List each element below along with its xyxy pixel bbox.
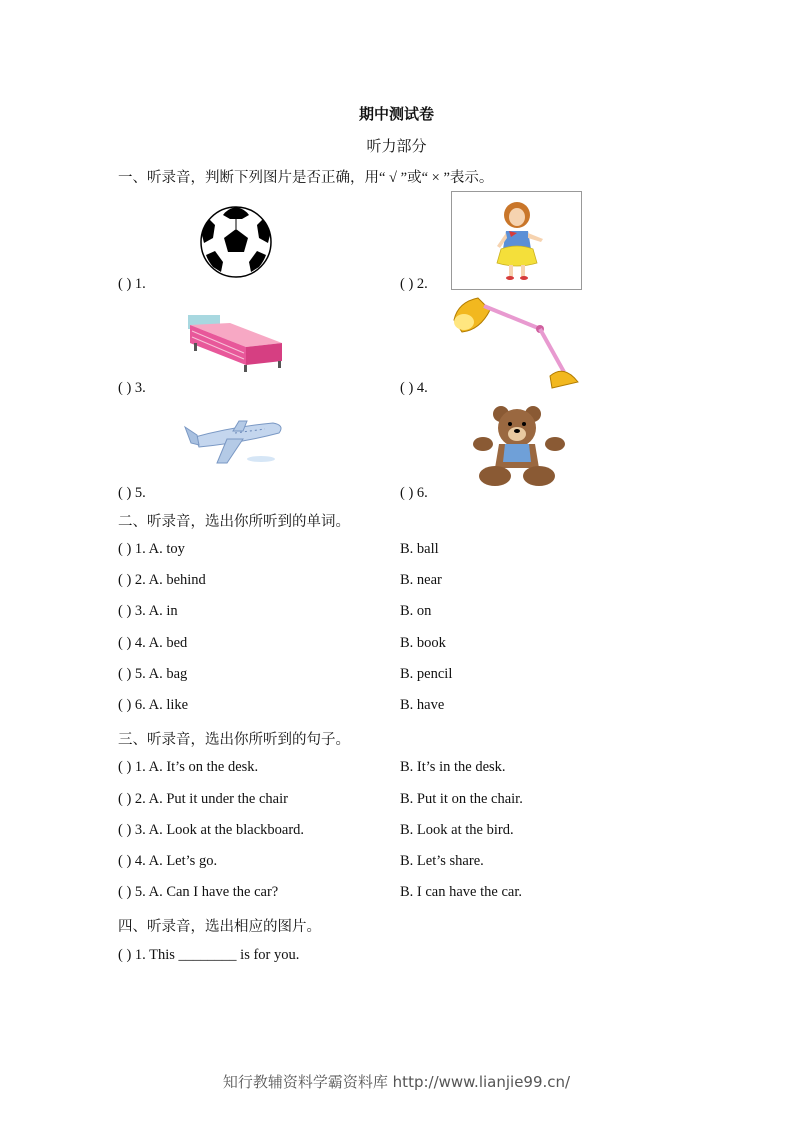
sentence-option-b-5: B. I can have the car. [400, 884, 522, 900]
section2-heading: 二、听录音，选出你所听到的单词。 [118, 514, 350, 530]
airplane-picture [181, 413, 285, 467]
footer-watermark: 知行教辅资料学霸资料库 http://www.lianjie99.cn/ [222, 1073, 571, 1091]
soccer-ball-picture [199, 205, 273, 279]
sentence-question-3: ( ) 3. A. Look at the blackboard. [118, 822, 305, 838]
section1-heading: 一、听录音，判断下列图片是否正确，用“ √ ”或“ × ”表示。 [118, 170, 494, 186]
word-question-2: ( ) 2. A. behind [118, 572, 206, 588]
teddy-bear-picture [471, 404, 569, 488]
desk-lamp-picture [450, 292, 582, 394]
page-title: 期中测试卷 [358, 107, 434, 123]
word-option-b-6: B. have [400, 697, 445, 713]
picture-item-6: ( ) 6. [400, 485, 428, 501]
word-option-b-5: B. pencil [400, 666, 453, 682]
sentence-option-b-2: B. Put it on the chair. [400, 791, 523, 807]
sentence-option-b-1: B. It’s in the desk. [400, 759, 506, 775]
word-option-b-1: B. ball [400, 541, 439, 557]
picture-item-3: ( ) 3. [118, 380, 146, 396]
word-question-5: ( ) 5. A. bag [118, 666, 188, 682]
girl-doll-picture [451, 191, 582, 290]
picture-item-2: ( ) 2. [400, 276, 428, 292]
sentence-option-b-4: B. Let’s share. [400, 853, 484, 869]
word-option-b-3: B. on [400, 603, 432, 619]
word-option-b-4: B. book [400, 635, 446, 651]
picture-item-5: ( ) 5. [118, 485, 146, 501]
picture-item-4: ( ) 4. [400, 380, 428, 396]
page-subtitle: 听力部分 [366, 139, 427, 155]
section4-heading: 四、听录音，选出相应的图片。 [118, 919, 321, 935]
sentence-question-2: ( ) 2. A. Put it under the chair [118, 791, 288, 807]
sentence-question-5: ( ) 5. A. Can I have the car? [118, 884, 279, 900]
word-option-b-2: B. near [400, 572, 442, 588]
picture-item-1: ( ) 1. [118, 276, 146, 292]
word-question-6: ( ) 6. A. like [118, 697, 189, 713]
picture-choice-question-1: ( ) 1. This ________ is for you. [118, 947, 300, 963]
section3-heading: 三、听录音，选出你所听到的句子。 [118, 732, 350, 748]
sentence-option-b-3: B. Look at the bird. [400, 822, 514, 838]
word-question-1: ( ) 1. A. toy [118, 541, 185, 557]
sentence-question-1: ( ) 1. A. It’s on the desk. [118, 759, 259, 775]
word-question-4: ( ) 4. A. bed [118, 635, 188, 651]
sentence-question-4: ( ) 4. A. Let’s go. [118, 853, 218, 869]
word-question-3: ( ) 3. A. in [118, 603, 178, 619]
bed-picture [186, 313, 284, 373]
